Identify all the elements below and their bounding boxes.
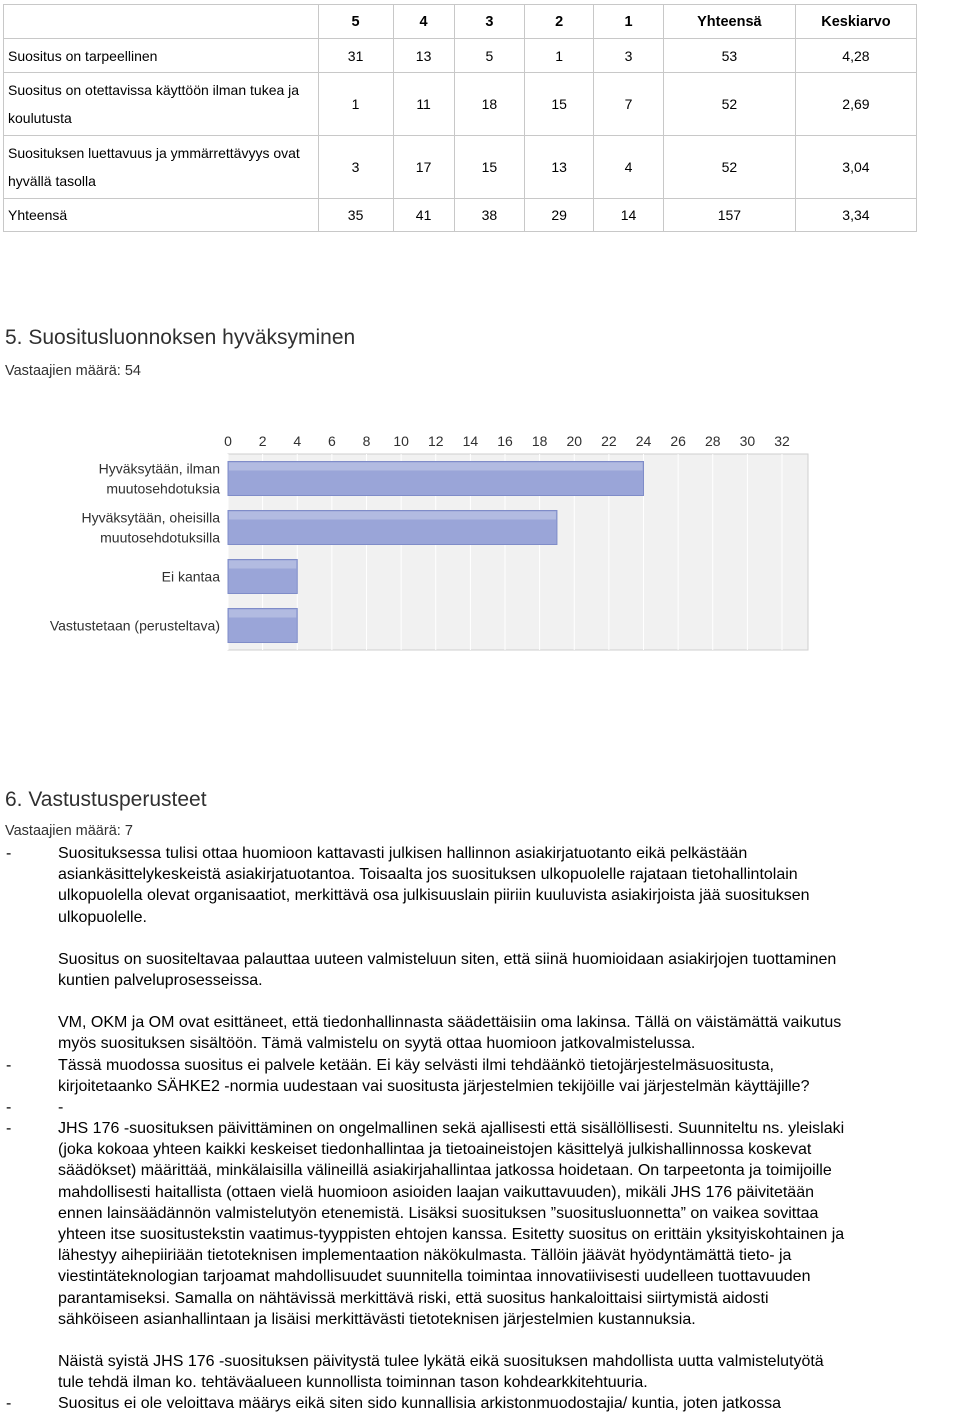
chart-tick-label: 4 — [293, 433, 302, 449]
table-cell: 13 — [393, 39, 454, 73]
table-row — [4, 39, 917, 73]
chart-category-label: muutosehdotuksia — [106, 480, 220, 497]
text-line: Suosituksessa tulisi ottaa huomioon kattavasti julkisen hallinnon asiakirjatuotanto eikä pelkästään — [58, 845, 748, 862]
table-cell: 15 — [525, 73, 594, 136]
bullet-3 — [0, 1097, 960, 1118]
text-line: lähestyy aihepiiriään tietoteknisen implementaation näkökulmasta. Tällöin jäävät hyödyntämättä tieto- ja — [58, 1247, 792, 1265]
row-label-line: Suositus on tarpeellinen — [8, 47, 158, 64]
bullet-6-lines — [58, 1393, 960, 1414]
chart-bar-highlight — [229, 561, 296, 569]
bullet-dash: - — [6, 1099, 12, 1117]
paragraph-3-lines — [58, 1012, 960, 1054]
table-cell: 14 — [594, 199, 664, 232]
chart-tick-label: 18 — [531, 433, 548, 449]
chart-bar-highlight — [229, 610, 296, 618]
paragraph-5-lines — [58, 1351, 960, 1393]
column-header: 5 — [318, 5, 393, 39]
paragraph-3 — [0, 1012, 960, 1054]
chart-tick-label: 8 — [362, 433, 371, 449]
table-cell: 11 — [393, 73, 454, 136]
table-cell: 2,69 — [795, 73, 916, 136]
paragraph-5 — [0, 1351, 960, 1393]
column-header: 4 — [393, 5, 454, 39]
text-line: säädökset) määrittää, minkälaisilla välineillä asiakirjahallintaa jatkossa hoidetaan. On tarpeetonta ja toimijoille — [58, 1162, 832, 1180]
chart-tick-label: 16 — [497, 433, 513, 449]
chart-tick-label: 6 — [327, 433, 336, 449]
chart-category-label: Vastustetaan (perusteltava) — [49, 617, 220, 634]
row-label-line: hyvällä tasolla — [8, 173, 96, 189]
paragraph-2 — [0, 949, 960, 991]
row-label — [4, 136, 319, 199]
chart-tick-label: 12 — [427, 433, 444, 449]
table-cell: 13 — [525, 136, 594, 199]
bullet-dash: - — [6, 1120, 12, 1138]
bullet-1-lines — [58, 843, 960, 928]
row-label — [4, 39, 319, 73]
section-5-respondents: Vastaajien määrä: 54 — [5, 363, 141, 379]
row-label — [4, 199, 319, 232]
bullet-2-lines — [58, 1055, 960, 1097]
table-row — [4, 73, 917, 136]
text-line: viestintäteknologian tarjoamat mahdollisuudet suunnitella toimintaa innovatiivisesti uudelleen tuottavuuden — [58, 1268, 811, 1286]
text-line: JHS 176 -suosituksen päivittäminen on ongelmallinen sekä ajallisesti että sisällöllisesti. Suunniteltu ns. yleislaki — [58, 1120, 845, 1138]
table-cell: 3,04 — [795, 136, 916, 199]
chart-tick-label: 22 — [601, 433, 617, 449]
bullet-dash: - — [6, 845, 12, 862]
row-label-line: Yhteensä — [8, 207, 68, 223]
table-cell: 29 — [525, 199, 594, 232]
table-cell: 1 — [318, 73, 393, 136]
text-line: ulkopuolelle. — [58, 908, 147, 926]
text-line: Näistä syistä JHS 176 -suosituksen päivitystä tulee lykätä eikä suosituksen mahdollista uutta valmistelutyötä — [58, 1353, 824, 1371]
table-row — [4, 199, 917, 232]
chart-category-label: Hyväksytään, oheisilla — [81, 509, 220, 526]
row-label-line: Suositus on otettavissa käyttöön ilman tukea ja — [8, 82, 300, 98]
text-line: ennen lainsäädännön valmistelutyön etenemistä. Lisäksi suosituksen ”suositusluonnetta” on vaikea sovittaa — [58, 1204, 819, 1222]
section-6-respondents: Vastaajien määrä: 7 — [5, 823, 133, 839]
table-cell: 38 — [454, 199, 525, 232]
chart-tick-label: 10 — [393, 433, 409, 449]
text-line: tule tehdä ilman ko. tehtäväalueen kunnollista toiminnan tason kohdearkkitehtuuria. — [58, 1374, 648, 1392]
table-cell: 3,34 — [795, 199, 916, 232]
bullet-inner-dash: - — [58, 1099, 64, 1117]
chart-tick-label: 32 — [774, 433, 790, 449]
row-label — [4, 73, 319, 136]
table-cell: 3 — [594, 39, 664, 73]
row-label-line: koulutusta — [8, 110, 72, 126]
table-cell: 52 — [663, 73, 795, 136]
chart-tick-label: 20 — [566, 433, 583, 449]
text-line: kuntien palveluprosesseissa. — [58, 972, 263, 990]
bullet-6 — [0, 1393, 960, 1414]
text-line: myös suosituksen sisältöön. Tämä valmistelu on syytä ottaa huomioon jatkovalmistelussa. — [58, 1035, 696, 1053]
table-cell: 31 — [318, 39, 393, 73]
bullet-2 — [0, 1055, 960, 1097]
text-line: parantamiseksi. Samalla on nähtävissä merkittävä riski, että suositus hankaloittaisi siirtymistä aidosti — [58, 1289, 769, 1307]
table-cell: 18 — [454, 73, 525, 136]
table-cell: 157 — [663, 199, 795, 232]
chart-tick-label: 24 — [635, 433, 652, 449]
table-cell: 52 — [663, 136, 795, 199]
bullet-4-lines — [58, 1118, 960, 1330]
table-cell: 35 — [318, 199, 393, 232]
table-cell: 15 — [454, 136, 525, 199]
text-line: (joka kokoaa yhteen kaikki keskeiset tiedonhallintaa ja tietoaineistojen käsittelyä julkishallinnossa koskevat — [58, 1141, 812, 1159]
chart-tick-label: 14 — [462, 433, 479, 449]
column-header — [4, 5, 319, 39]
table-cell: 4,28 — [795, 39, 916, 73]
paragraph-2-lines — [58, 949, 960, 991]
text-line: sähköiseen asianhallintaan ja lisäisi merkittävästi tietoteknisen järjestelmien kustannuksia. — [58, 1310, 696, 1328]
chart-category-label: Ei kantaa — [161, 568, 220, 585]
column-header: Yhteensä — [663, 5, 795, 39]
chart-bar-highlight — [229, 512, 556, 520]
chart-tick-label: 0 — [224, 433, 232, 449]
chart-bar-highlight — [229, 463, 643, 471]
text-line: Tässä muodossa suositus ei palvele ketään. Ei käy selvästi ilmi tehdäänkö tietojärjestelmäsuositusta, — [58, 1056, 774, 1074]
table-cell: 3 — [318, 136, 393, 199]
text-line: ulkopuolella olevat organisaatiot, merkittävä osa julkisuuslain piiriin kuuluvista asiakirjoista jää suosituksen — [58, 887, 810, 905]
chart-tick-label: 30 — [739, 433, 756, 449]
text-line: yhteen itse suositustekstin vaatimus-tyyppisten ehtojen kanssa. Esitetty suositus on erittäin yksityiskohtainen ja — [58, 1226, 845, 1244]
table-cell: 17 — [393, 136, 454, 199]
table-cell: 53 — [663, 39, 795, 73]
text-line: mahdollisesti haitallista (ottaen vielä huomioon asioiden laajan vaikuttavuuden), mikäli JHS 176 päivitetään — [58, 1183, 814, 1201]
table-header-row — [4, 5, 917, 39]
chart-tick-label: 28 — [704, 433, 721, 449]
section-5-title: 5. Suositusluonnoksen hyväksyminen — [5, 326, 356, 349]
section-6-title: 6. Vastustusperusteet — [5, 788, 207, 811]
results-table — [3, 4, 917, 232]
text-line: kirjoitetaanko SÄHKE2 -normia uudestaan vai suositusta järjestelmien tekijöille vai järjestelmän käyttäjille? — [58, 1077, 810, 1095]
approval-bar-chart — [26, 428, 812, 654]
table-cell: 4 — [594, 136, 664, 199]
objections-text — [0, 843, 960, 1415]
column-header: 3 — [454, 5, 525, 39]
bullet-dash: - — [6, 1056, 12, 1074]
column-header: 1 — [594, 5, 664, 39]
table-cell: 7 — [594, 73, 664, 136]
table-cell: 5 — [454, 39, 525, 73]
text-line: Suositus on suositeltavaa palauttaa uuteen valmisteluun siten, että siinä huomioidaan asiakirjojen tuottaminen — [58, 950, 837, 968]
column-header: 2 — [525, 5, 594, 39]
row-label-line: Suosituksen luettavuus ja ymmärrettävyys ovat — [8, 145, 300, 161]
bullet-dash: - — [6, 1395, 12, 1413]
chart-tick-label: 26 — [670, 433, 686, 449]
chart-tick-label: 2 — [258, 433, 267, 449]
table-cell: 41 — [393, 199, 454, 232]
text-line: Suositus ei ole veloittava määrys eikä siten sido kunnallisia arkistonmuodostajia/ kuntia, joten jatkossa — [58, 1395, 782, 1413]
column-header: Keskiarvo — [795, 5, 916, 39]
table-cell: 1 — [525, 39, 594, 73]
bullet-4 — [0, 1118, 960, 1330]
bullet-1 — [0, 843, 960, 928]
text-line: asiankäsittelykeskeistä asiakirjatuotantoa. Toisaalta jos suosituksen ulkopuolelle rajataan tietohallintolain — [58, 866, 798, 884]
chart-category-label: muutosehdotuksilla — [100, 529, 220, 546]
table-row — [4, 136, 917, 199]
chart-category-label: Hyväksytään, ilman — [98, 460, 220, 477]
text-line: VM, OKM ja OM ovat esittäneet, että tiedonhallinnasta säädettäisiin oma lakinsa. Tällä on väistämättä vaikutus — [58, 1014, 842, 1032]
